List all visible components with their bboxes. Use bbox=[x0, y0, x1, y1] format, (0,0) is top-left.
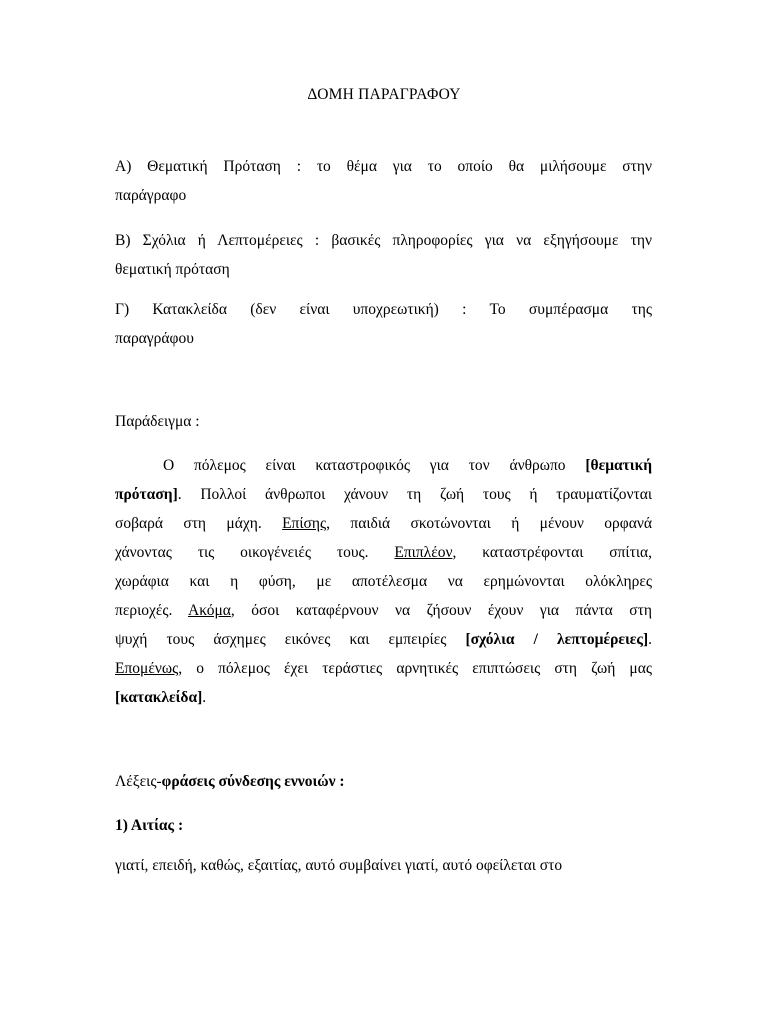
example-text: , καταστρέφονται σπίτια, bbox=[452, 544, 652, 561]
example-label: Παράδειγμα : bbox=[115, 413, 200, 430]
example-connector: Επιπλέον bbox=[394, 544, 453, 561]
example-text: ψυχή τους άσχημες εικόνες και εμπειρίες bbox=[115, 631, 466, 648]
example-line-4 bbox=[115, 538, 652, 567]
example-text: περιοχές. bbox=[115, 602, 189, 619]
example-connector: Επομένως bbox=[115, 660, 179, 677]
example-text: . Πολλοί άνθρωποι χάνουν τη ζωή τους ή τραυματίζονται bbox=[177, 486, 652, 503]
connectors-heading-part-2: φράσεις σύνδεσης εννοιών : bbox=[161, 773, 345, 790]
example-bold-tag: πρόταση] bbox=[115, 486, 178, 503]
example-line-1 bbox=[163, 451, 652, 480]
example-text: σοβαρά στη μάχη. bbox=[115, 515, 283, 532]
example-text: , παιδιά σκοτώνονται ή μένουν ορφανά bbox=[326, 515, 652, 532]
example-text: Ο πόλεμος είναι καταστροφικός για τον άνθρωπο bbox=[163, 457, 586, 474]
section-b-line-2: θεματική πρόταση bbox=[115, 261, 230, 278]
example-text: . bbox=[648, 631, 652, 648]
cause-text: γιατί, επειδή, καθώς, εξαιτίας, αυτό συμβαίνει γιατί, αυτό οφείλεται στο bbox=[115, 857, 563, 874]
example-line-8 bbox=[115, 654, 652, 683]
example-line-2 bbox=[115, 480, 652, 509]
example-bold-tag: [θεματική bbox=[585, 457, 652, 474]
connectors-heading bbox=[115, 767, 345, 796]
section-a-line-2: παράγραφο bbox=[115, 187, 187, 204]
example-text: . bbox=[202, 689, 207, 706]
page-title: ΔΟΜΗ ΠΑΡΑΓΡΑΦΟΥ bbox=[307, 86, 461, 103]
example-text: , όσοι καταφέρνουν να ζήσουν έχουν για πάντα στη bbox=[230, 602, 652, 619]
example-bold-tag: [κατακλείδα] bbox=[115, 689, 203, 706]
example-bold-tag: [σχόλια / λεπτομέρειες] bbox=[465, 631, 649, 648]
section-c-line-1: Γ) Κατακλείδα (δεν είναι υποχρεωτική) : Το συμπέρασμα της bbox=[115, 301, 652, 318]
cause-heading: 1) Αιτίας : bbox=[115, 817, 184, 834]
section-c-line-2: παραγράφου bbox=[115, 330, 194, 347]
section-a-line-1: Α) Θεματική Πρόταση : το θέμα για το οποίο θα μιλήσουμε στην bbox=[115, 158, 652, 175]
example-line-6 bbox=[115, 596, 652, 625]
example-connector: Ακόμα bbox=[188, 602, 231, 619]
example-line-7 bbox=[115, 625, 652, 654]
section-b-line-1: Β) Σχόλια ή Λεπτομέρειες : βασικές πληροφορίες για να εξηγήσουμε την bbox=[115, 232, 652, 249]
connectors-heading-part-1: Λέξεις- bbox=[115, 773, 162, 790]
example-text: χωράφια και η φύση, με αποτέλεσμα να ερημώνονται ολόκληρες bbox=[115, 573, 652, 590]
example-line-3 bbox=[115, 509, 652, 538]
example-line-9 bbox=[115, 683, 652, 712]
example-text: , ο πόλεμος έχει τεράστιες αρνητικές επιπτώσεις στη ζωή μας bbox=[178, 660, 652, 677]
example-connector: Επίσης bbox=[282, 515, 327, 532]
example-text: χάνοντας τις οικογένειές τους. bbox=[115, 544, 395, 561]
example-line-5 bbox=[115, 567, 652, 596]
